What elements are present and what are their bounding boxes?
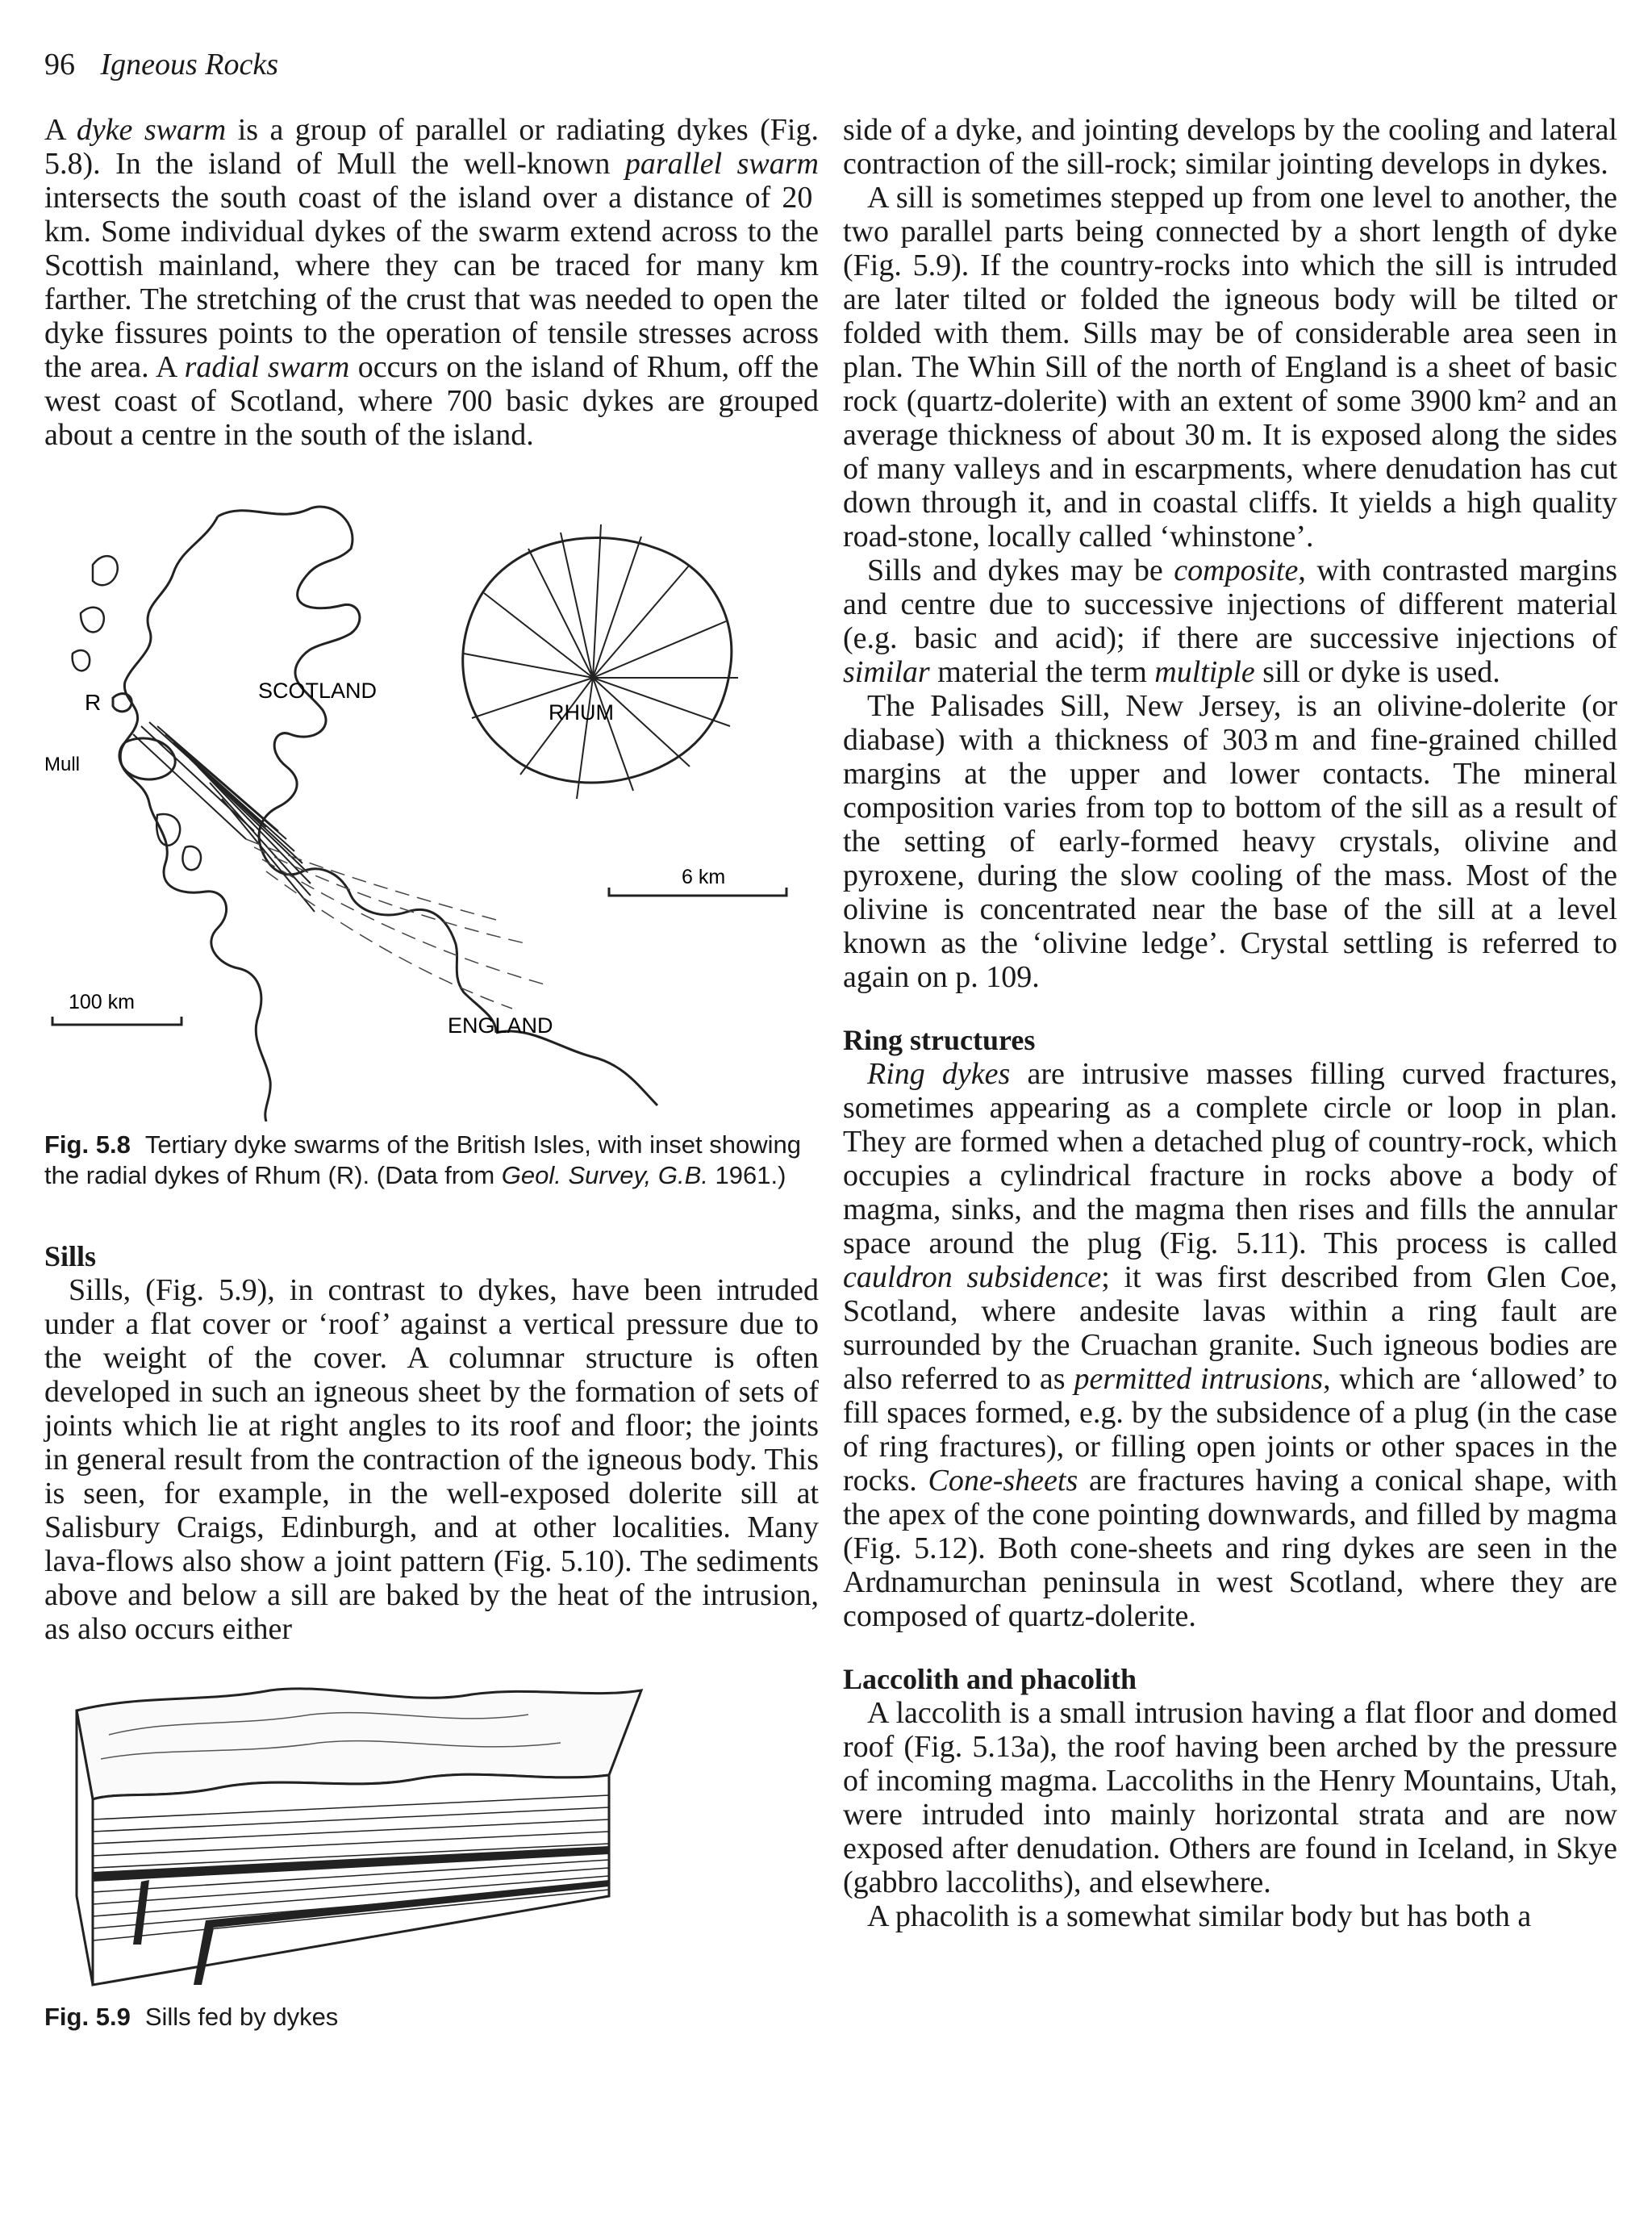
text-run: Tertiary dyke swarms of the British Isles, with inset showing the radial dykes of Rhum (R). (Data from [44, 1130, 801, 1189]
italic-run: dyke swarm [76, 113, 227, 147]
text-run: Sills and dykes may be [867, 554, 1174, 587]
italic-run: permitted intrusions [1074, 1362, 1324, 1396]
figure-5-8-caption [44, 1130, 819, 1191]
text-run: A laccolith is a small intrusion having a flat floor and domed roof (Fig. 5.13a), the roof having been arched by the pressure of incoming magma. Laccoliths in the Henry Mountains, Utah, were intruded into mainly horizontal strata and are now exposed after denudation. Others are found in Iceland, in Skye (gabbro laccoliths), and elsewhere. [843, 1696, 1617, 1899]
figure-5-8-label: Fig. 5.8 [44, 1130, 131, 1159]
laccolith-paragraph [843, 1696, 1617, 1899]
figure-5-9-label: Fig. 5.9 [44, 2003, 131, 2031]
rhum-radial-dykes [464, 524, 738, 799]
rhum-island-small [113, 694, 131, 712]
text-run: side of a dyke, and jointing develops by the cooling and lateral contraction of the sill-rock; similar jointing develops in dykes. [843, 113, 1617, 181]
text-run: is a group of parallel or radiating dykes (Fig. 5.8). In the island of Mull the well-known [44, 113, 819, 181]
right-column [843, 113, 1617, 1933]
italic-run: similar [843, 655, 930, 689]
running-title: Igneous Rocks [100, 48, 279, 81]
map-label-scale-100km: 100 km [69, 991, 135, 1013]
dyke-swarm-paragraph [44, 113, 819, 452]
figure-5-9 [44, 1678, 819, 2032]
map-label-england: ENGLAND [448, 1013, 553, 1038]
composite-paragraph [843, 554, 1617, 689]
dyke-jointing-continuation [843, 113, 1617, 181]
text-run: A sill is sometimes stepped up from one level to another, the two parallel parts being connected by a short length of dyke (Fig. 5.9). If the country-rocks into which the sill is intruded are later tilted or folded the igneous body will be tilted or folded with them. Sills may be of considerable area seen in plan. The Whin Sill of the north of England is a sheet of basic rock (quartz-dolerite) with an extent of some 3900 km² and an average thickness of about 30 m. It is exposed along the sides of many valleys and in escarpments, where denudation has cut down through it, and in coastal cliffs. It yields a high quality road-stone, locally called ‘whinstone’. [843, 181, 1617, 554]
left-column [44, 113, 819, 2032]
text-run: are fractures having a conical shape, with the apex of the cone pointing downwards, and filled by magma (Fig. 5.12). Both cone-sheets and ring dykes are seen in the Ardnamurchan peninsula in west Scotland, where they are composed of quartz-dolerite. [843, 1464, 1617, 1633]
figure-5-8-caption-text [44, 1130, 801, 1189]
dyke-swarm-map [44, 492, 819, 1122]
italic-run: radial swarm [184, 350, 350, 384]
text-run: A [44, 113, 77, 147]
sills-block-diagram [44, 1678, 819, 1997]
ring-structures-heading: Ring structures [843, 1024, 1036, 1056]
england-coastline [496, 1031, 657, 1105]
ring-dykes-paragraph [843, 1057, 1617, 1633]
phacolith-paragraph [843, 1899, 1617, 1933]
palisades-paragraph [843, 689, 1617, 994]
figure-5-9-caption [44, 2002, 819, 2032]
italic-run: parallel swarm [624, 147, 819, 181]
text-run: , which are ‘allowed’ to fill spaces formed, e.g. by the subsidence of a plug (in the case of ring fractures), or filling open joints or other spaces in the rocks. [843, 1362, 1617, 1498]
scale-bar-6km [609, 888, 786, 896]
figure-5-8 [44, 492, 819, 1191]
text-run: sill or dyke is used. [1254, 655, 1500, 689]
block-side-face [93, 1774, 609, 1985]
parallel-dyke-swarm [133, 722, 315, 912]
italic-run: composite [1174, 554, 1299, 587]
stepped-sill-paragraph [843, 181, 1617, 554]
map-label-r: R [85, 690, 102, 715]
sills-heading: Sills [44, 1240, 97, 1272]
figure-5-9-caption-text: Sills fed by dykes [144, 2003, 339, 2031]
laccolith-heading: Laccolith and phacolith [843, 1663, 1137, 1695]
page-number: 96 [44, 48, 75, 81]
map-label-scale-6km: 6 km [682, 866, 726, 888]
text-run: material the term [929, 655, 1155, 689]
text-run: A phacolith is a somewhat similar body but has both a [867, 1899, 1532, 1933]
italic-run: Geol. Survey, G.B. [501, 1161, 708, 1189]
text-run: ; it was first described from Glen Coe, Scotland, where andesite lavas within a ring fault are surrounded by the Cruachan granite. Such igneous bodies are also referred to as [843, 1260, 1617, 1396]
italic-run: Cone-sheets [928, 1464, 1078, 1498]
text-run: intersects the south coast of the island over a distance of 20 km. Some individual dykes of the swarm extend across to the Scottish mainland, where they can be traced for many km farther. The stretching of the crust that was needed to open the dyke fissures points to the operation of tensile stresses across the area. A [44, 181, 819, 384]
mull-island [119, 738, 175, 779]
text-run: 1961.) [707, 1161, 786, 1189]
italic-run: Ring dykes [867, 1057, 1011, 1091]
text-run: Sills, (Fig. 5.9), in contrast to dykes, have been intruded under a flat cover or ‘roof’ against a vertical pressure due to the weight of the cover. A columnar structure is often developed in such an igneous sheet by the formation of sets of joints which lie at right angles to its roof and floor; the joints in general result from the contraction of the igneous body. This is seen, for example, in the well-exposed dolerite sill at Salisbury Craigs, Edinburgh, and at other localities. Many lava-flows also show a joint pattern (Fig. 5.10). The sediments above and below a sill are baked by the heat of the intrusion, as also occurs either [44, 1273, 819, 1646]
sills-paragraph [44, 1273, 819, 1646]
text-run: The Palisades Sill, New Jersey, is an olivine-dolerite (or diabase) with a thickness of 303 m and fine-grained chilled margins at the upper and lower contacts. The mineral composition varies from top to bottom of the sill as a result of the setting of early-formed heavy crystals, olivine and pyroxene, during the slow cooling of the mass. Most of the olivine is concentrated near the base of the sill at a level known as the ‘olivine ledge’. Crystal settling is referred to again on p. 109. [843, 689, 1617, 994]
map-label-scotland: SCOTLAND [258, 679, 378, 703]
text-run: , with contrasted margins and centre due to successive injections of different material (e.g. basic and acid); if there are successive injections of [843, 554, 1618, 655]
map-label-mull: Mull [44, 754, 81, 775]
text-run: occurs on the island of Rhum, off the west coast of Scotland, where 700 basic dykes are grouped about a centre in the south of the island. [44, 350, 819, 452]
scale-bar-100km [52, 1017, 181, 1025]
dashed-dyke-extensions [246, 839, 544, 1009]
italic-run: cauldron subsidence [843, 1260, 1102, 1294]
text-run: are intrusive masses filling curved fractures, sometimes appearing as a complete circle or loop in plan. They are formed when a detached plug of country-rock, which occupies a cylindrical fracture in rocks above a body of magma, sinks, and the magma then rises and fills the annular space around the plug (Fig. 5.11). This process is called [843, 1057, 1618, 1260]
page-header [44, 47, 278, 82]
italic-run: multiple [1154, 655, 1255, 689]
map-label-rhum: RHUM [549, 700, 614, 725]
